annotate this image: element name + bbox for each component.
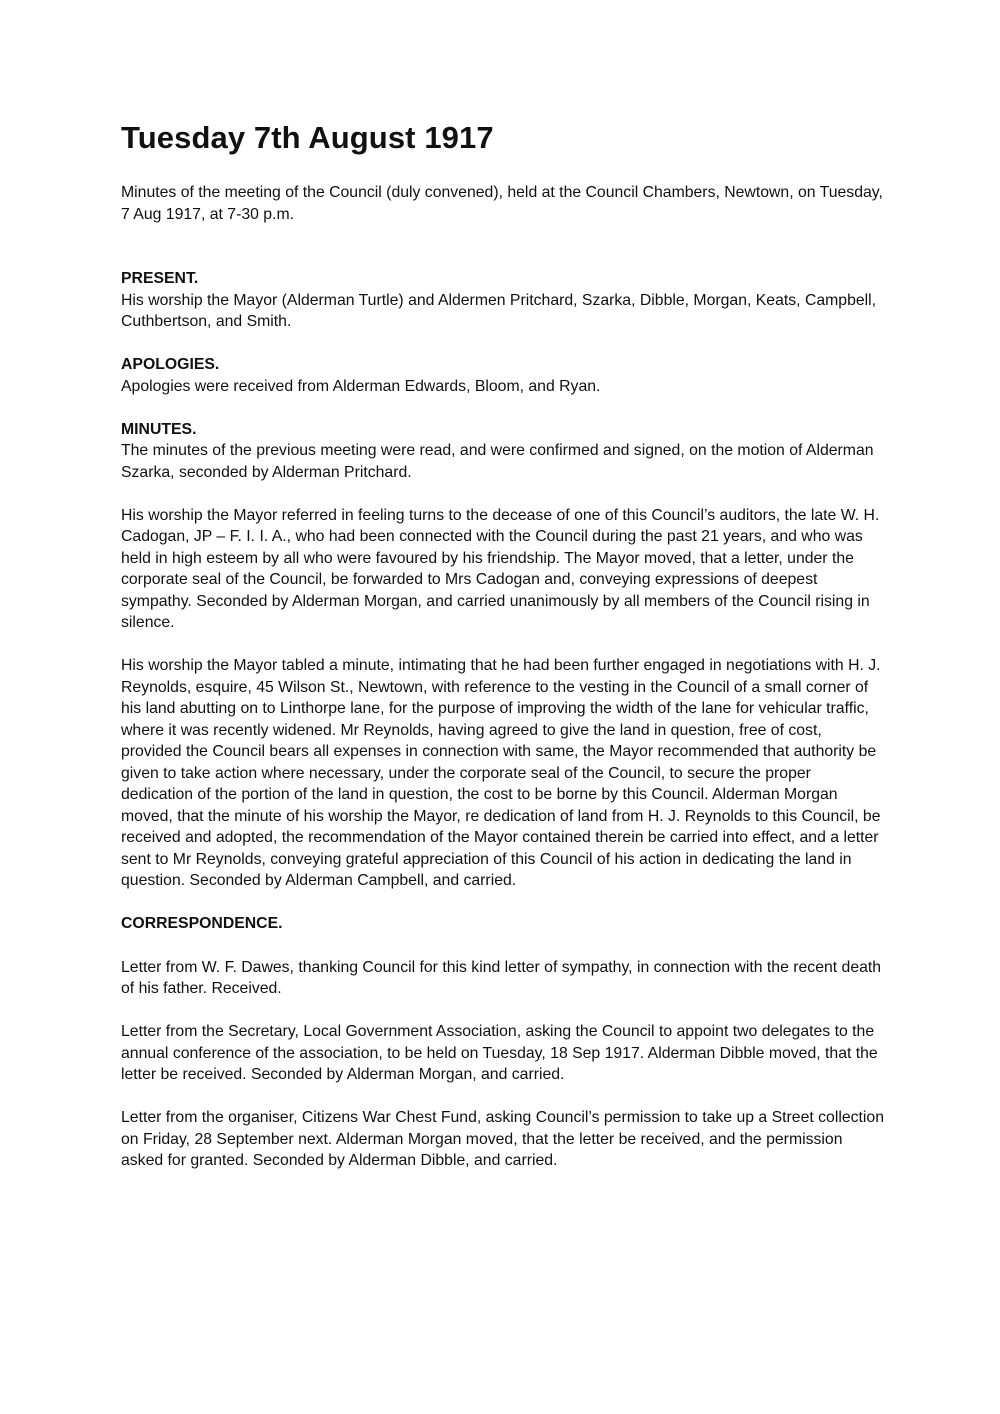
present-heading: PRESENT. [121, 270, 199, 287]
minutes-text: The minutes of the previous meeting were read, and were confirmed and signed, on the motion of Alderman Szarka, seconded by Alderman Pritchard. [121, 442, 874, 481]
apologies-text: Apologies were received from Alderman Edwards, Bloom, and Ryan. [121, 377, 601, 395]
letter-dawes: Letter from W. F. Dawes, thanking Council for this kind letter of sympathy, in connection with the recent death of his father. Received. [121, 958, 882, 997]
cadogan-paragraph: His worship the Mayor referred in feeling turns to the decease of one of this Council’s auditors, the late W. H. Cadogan, JP – F. I. I. A., who had been connected with the Council during the past 21 years, and who was held in high esteem by all who were favoured by his friendship. The Mayor moved, that a letter, under the corporate seal of the Council, be forwarded to Mrs Cadogan and, conveying expressions of deepest sympathy. Seconded by Alderman Morgan, and carried unanimously by all members of the Council rising in silence. [121, 506, 880, 631]
reynolds-paragraph: His worship the Mayor tabled a minute, intimating that he had been further engaged in negotiations with H. J. Reynolds, esquire, 45 Wilson St., Newtown, with reference to the vesting in the Council of a small corner of his land abutting on to Linthorpe lane, for the purpose of improving the width of the lane for vehicular traffic, where it was recently widened. Mr Reynolds, having agreed to give the land in question, free of cost, provided the Council bears all expenses in connection with same, the Mayor recommended that authority be given to take action where necessary, under the corporate seal of the Council, to secure the proper dedication of the portion of the land in question, the cost to be borne by this Council. Alderman Morgan moved, that the minute of his worship the Mayor, re dedication of land from H. J. Reynolds to this Council, be received and adopted, the recommendation of the Mayor contained therein be carried into effect, and a letter sent to Mr Reynolds, conveying grateful appreciation of this Council of his action in dedicating the land in question. Seconded by Alderman Campbell, and carried. [121, 657, 881, 889]
correspondence-heading: CORRESPONDENCE. [121, 915, 283, 932]
page-title: Tuesday 7th August 1917 [121, 120, 494, 155]
apologies-heading: APOLOGIES. [121, 356, 220, 373]
minutes-heading: MINUTES. [121, 420, 197, 438]
present-text: His worship the Mayor (Alderman Turtle) and Aldermen Pritchard, Szarka, Dibble, Morgan, Keats, Campbell, Cuthbertson, and Smith. [121, 291, 877, 330]
intro-paragraph: Minutes of the meeting of the Council (duly convened), held at the Council Chambers, Newtown, on Tuesday, 7 Aug 1917, at 7-30 p.m. [121, 184, 883, 223]
letter-lga: Letter from the Secretary, Local Government Association, asking the Council to appoint two delegates to the annual conference of the association, to be held on Tuesday, 18 Sep 1917. Alderman Dibble moved, that the letter be received. Seconded by Alderman Morgan, and carried. [121, 1023, 878, 1083]
document-page [121, 118, 886, 1172]
letter-war-chest: Letter from the organiser, Citizens War Chest Fund, asking Council’s permission to take up a Street collection on Friday, 28 September next. Alderman Morgan moved, that the letter be received, and the permission asked for granted. Seconded by Alderman Dibble, and carried. [121, 1109, 884, 1169]
